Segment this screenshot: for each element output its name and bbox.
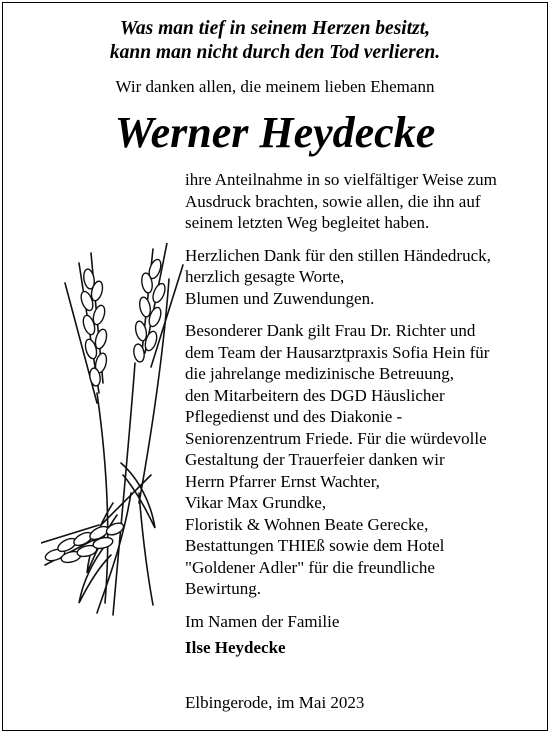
text-line: Bewirtung. <box>185 579 262 598</box>
text-line: Gestaltung der Trauerfeier danken wir <box>185 450 445 469</box>
text-line: die jahrelange medizinische Betreuung, <box>185 364 455 383</box>
signature-name: Ilse Heydecke <box>185 638 286 657</box>
text-line: "Goldener Adler" für die freundliche <box>185 557 435 577</box>
paragraph-thanks <box>185 245 545 310</box>
text-line: Floristik & Wohnen Beate Gerecke, <box>185 514 429 534</box>
quote-line-1: Was man tief in seinem Herzen besitzt, <box>119 18 431 39</box>
signature-intro: Im Namen der Familie <box>185 611 340 631</box>
text-line: Vikar Max Grundke, <box>185 493 327 512</box>
thanks-body <box>185 169 545 670</box>
text-line: ihre Anteilnahme in so vielfältiger Weise zum <box>185 170 497 189</box>
text-line: seinem letzten Weg begleitet haben. <box>185 213 430 232</box>
text-line: Seniorenzentrum Friede. Für die würdevolle <box>185 428 487 448</box>
thanks-intro: Wir danken allen, die meinem lieben Ehemann <box>115 77 435 96</box>
text-line: herzlich gesagte Worte, <box>185 267 345 286</box>
text-line: Herzlichen Dank für den stillen Händedruck, <box>185 245 491 265</box>
text-line: Herrn Pfarrer Ernst Wachter, <box>185 471 380 491</box>
text-line: Besonderer Dank gilt Frau Dr. Richter und <box>185 321 476 340</box>
text-line: den Mitarbeitern des DGD Häuslicher <box>185 385 445 405</box>
text-line: Ausdruck brachten, sowie allen, die ihn auf <box>185 191 481 211</box>
wheat-ears-icon <box>41 243 201 628</box>
text-line: Pflegedienst und des Diakonie - <box>185 407 403 426</box>
paragraph-participation <box>185 169 545 234</box>
text-line: dem Team der Hausarztpraxis Sofia Hein für <box>185 342 490 362</box>
paragraph-special-thanks <box>185 320 545 600</box>
place-date: Elbingerode, im Mai 2023 <box>185 693 365 712</box>
deceased-name: Werner Heydecke <box>114 108 436 157</box>
obituary-card <box>2 2 548 731</box>
memorial-quote <box>3 17 547 65</box>
text-line: Blumen und Zuwendungen. <box>185 288 375 308</box>
quote-line-2: kann man nicht durch den Tod verlieren. <box>109 42 441 63</box>
text-line: Bestattungen THIEß sowie dem Hotel <box>185 536 445 555</box>
